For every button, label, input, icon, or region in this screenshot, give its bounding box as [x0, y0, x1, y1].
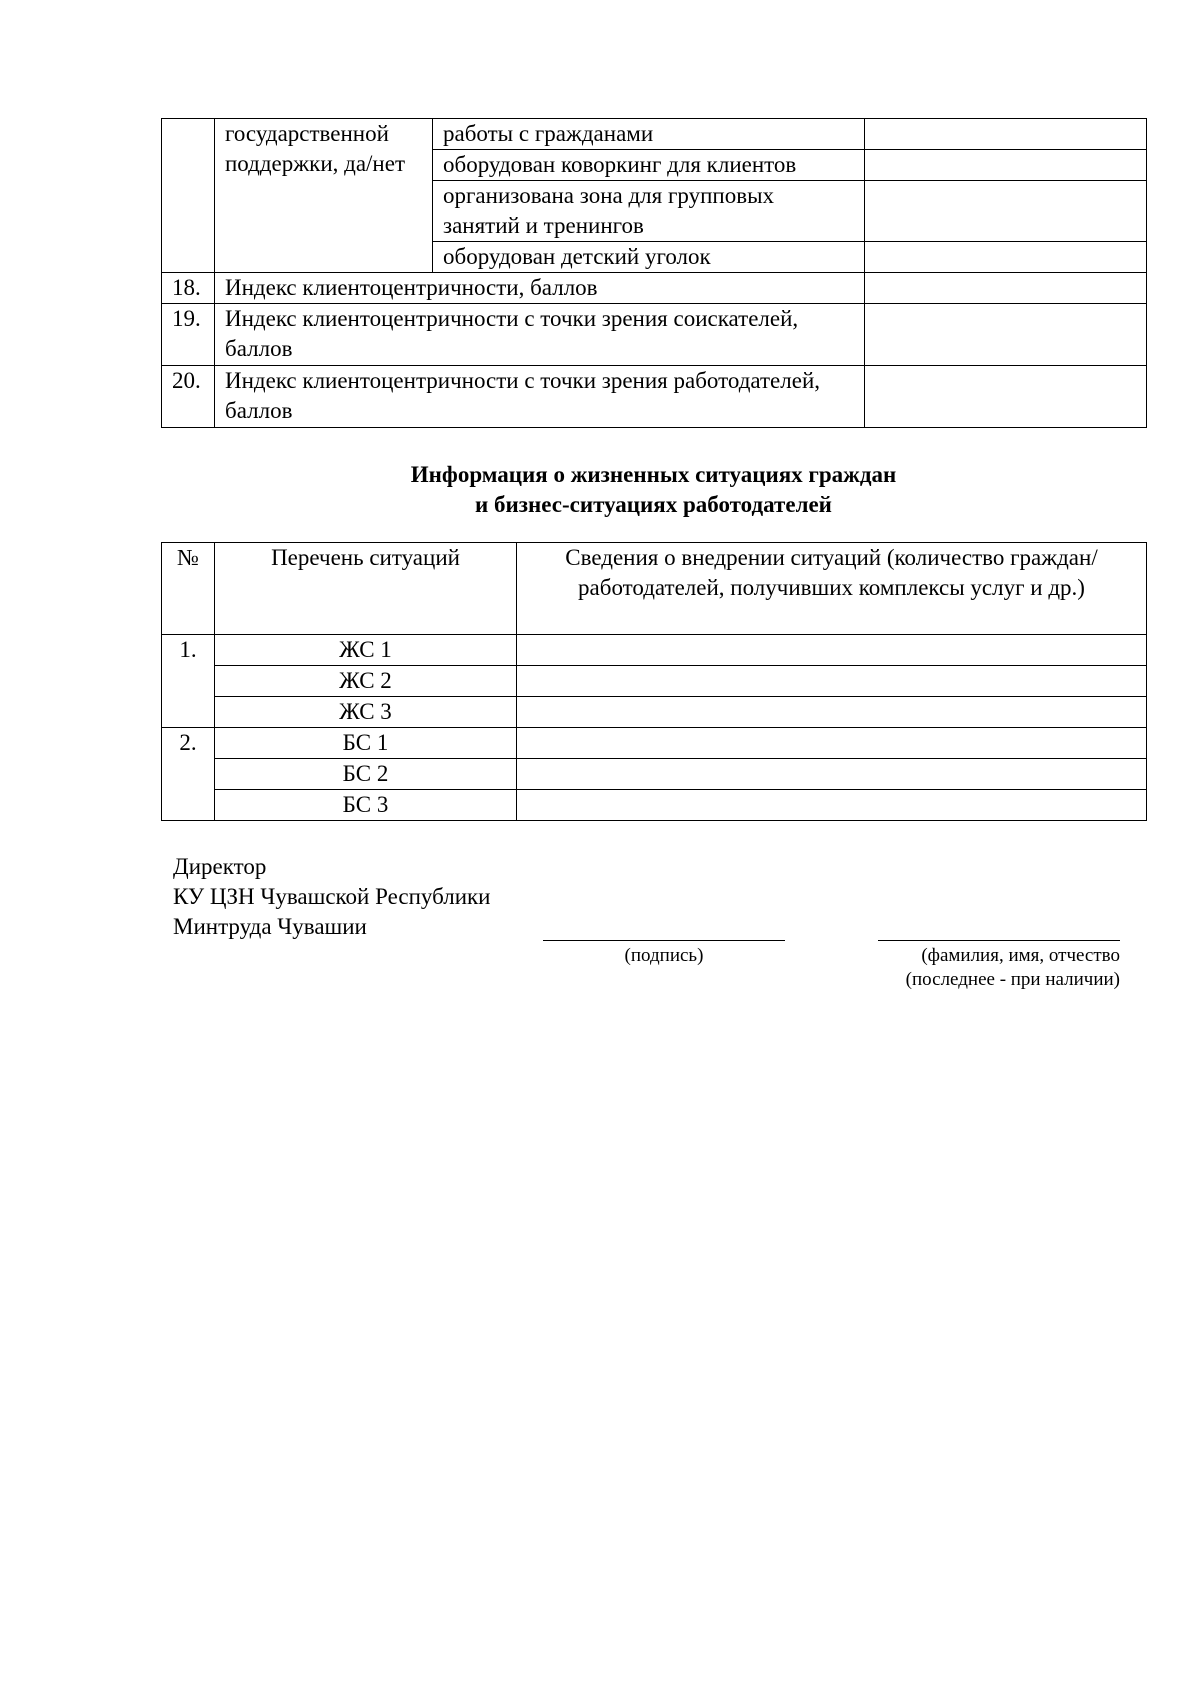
director-block	[173, 852, 491, 942]
item-cell: оборудован коворкинг для клиентов	[433, 150, 865, 181]
situation-cell: БС 3	[215, 790, 517, 821]
header-num: №	[162, 543, 215, 635]
info-cell	[517, 635, 1147, 666]
indicator-cell: Индекс клиентоцентричности с точки зрения соискателей, баллов	[215, 304, 865, 366]
indicator-cell: Индекс клиентоцентричности, баллов	[215, 273, 865, 304]
situation-cell: ЖС 2	[215, 666, 517, 697]
table-row	[162, 366, 1147, 428]
row-number-cell	[162, 119, 215, 273]
indicators-table	[161, 118, 1147, 428]
row-number-cell: 20.	[162, 366, 215, 428]
support-heading-cell: государственной поддержки, да/нет	[215, 119, 433, 273]
name-line	[878, 940, 1120, 941]
signature-line	[543, 940, 785, 941]
section-title	[161, 460, 1146, 520]
item-cell: работы с гражданами	[433, 119, 865, 150]
info-cell	[517, 697, 1147, 728]
situation-cell: ЖС 1	[215, 635, 517, 666]
section-title-line: и бизнес-ситуациях работодателей	[475, 492, 832, 517]
situation-cell: БС 1	[215, 728, 517, 759]
row-number-cell: 19.	[162, 304, 215, 366]
table-row	[162, 304, 1147, 366]
name-caption-line: (фамилия, имя, отчество	[921, 945, 1120, 966]
info-cell	[517, 666, 1147, 697]
value-cell	[865, 366, 1147, 428]
situations-table	[161, 542, 1147, 821]
section-title-line: Информация о жизненных ситуациях граждан	[410, 462, 897, 487]
situation-cell: БС 2	[215, 759, 517, 790]
table-row	[162, 697, 1147, 728]
value-cell	[865, 242, 1147, 273]
item-cell: оборудован детский уголок	[433, 242, 865, 273]
name-caption-line: (последнее - при наличии)	[905, 969, 1120, 990]
indicator-cell: Индекс клиентоцентричности с точки зрения работодателей, баллов	[215, 366, 865, 428]
table-row	[162, 666, 1147, 697]
value-cell	[865, 119, 1147, 150]
table-row	[162, 273, 1147, 304]
header-info: Сведения о внедрении ситуаций (количество граждан/ работодателей, получивших комплексы услуг и др.)	[517, 543, 1147, 635]
table-row	[162, 119, 1147, 150]
signature-caption: (подпись)	[624, 945, 704, 966]
table-header-row	[162, 543, 1147, 635]
value-cell	[865, 273, 1147, 304]
table-row	[162, 790, 1147, 821]
situation-cell: ЖС 3	[215, 697, 517, 728]
info-cell	[517, 759, 1147, 790]
group-number-cell: 1.	[162, 635, 215, 728]
info-cell	[517, 728, 1147, 759]
table-row	[162, 728, 1147, 759]
ministry-name: Минтруда Чувашии	[173, 914, 367, 939]
value-cell	[865, 181, 1147, 242]
value-cell	[865, 150, 1147, 181]
header-list: Перечень ситуаций	[215, 543, 517, 635]
value-cell	[865, 304, 1147, 366]
director-title: Директор	[173, 854, 267, 879]
table-row	[162, 635, 1147, 666]
info-cell	[517, 790, 1147, 821]
row-number-cell: 18.	[162, 273, 215, 304]
name-caption	[860, 944, 1120, 992]
item-cell: организована зона для групповых занятий и тренингов	[433, 181, 865, 242]
table-row	[162, 759, 1147, 790]
organization-name: КУ ЦЗН Чувашской Республики	[173, 884, 491, 909]
group-number-cell: 2.	[162, 728, 215, 821]
